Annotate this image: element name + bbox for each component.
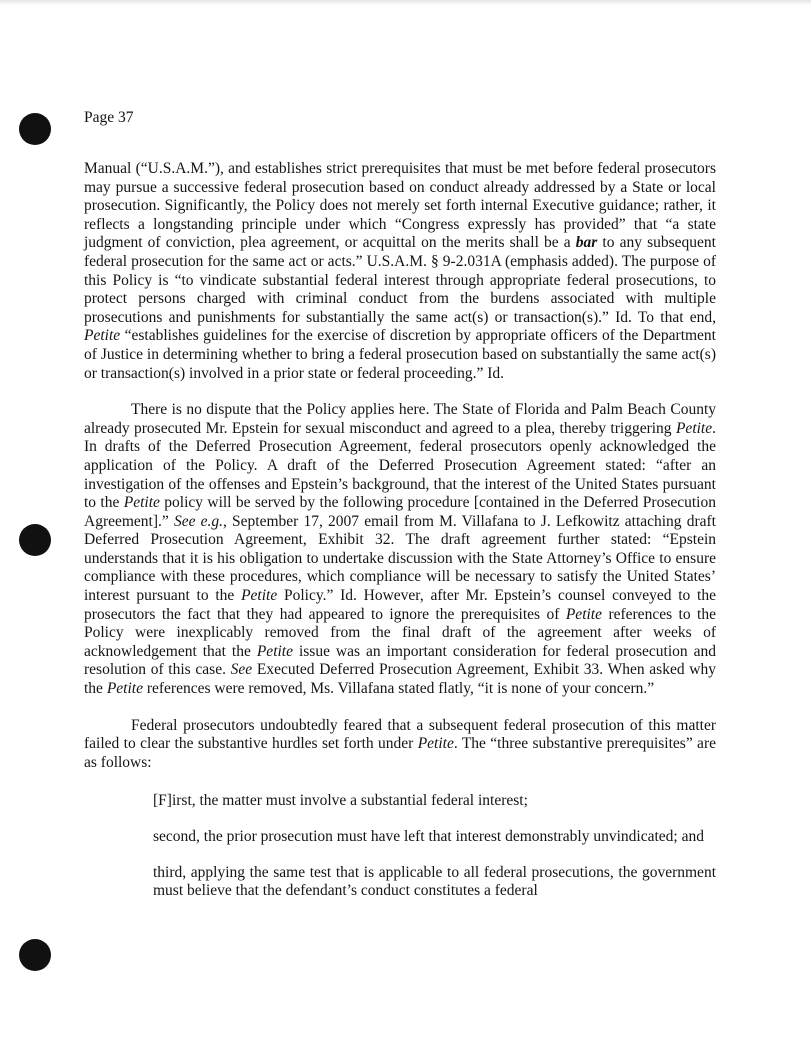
italic-citation-signal: See e.g. <box>173 512 224 530</box>
italic-petite: Petite <box>106 680 143 698</box>
text-run: “establishes guidelines for the exercise of discretion by appropriate officers of the Department of Justice in determining whether to bring a federal prosecution based on substantially the same act(s) or transaction(s) involved in a prior state or federal proceeding.” Id. <box>84 327 716 382</box>
scan-top-edge <box>0 0 811 5</box>
block-quote-third: third, applying the same test that is applicable to all federal prosecutions, the government must believe that the defendant’s conduct constitutes a federal <box>153 863 716 900</box>
binder-hole-top <box>19 113 51 145</box>
text-run: references to the Policy were inexplicably removed from the final draft of the agreement after weeks of acknowledgement that the <box>84 605 716 660</box>
italic-petite: Petite <box>565 605 602 623</box>
italic-petite: Petite <box>417 735 454 753</box>
emphasis-bar: bar <box>575 234 598 252</box>
paragraph-petite-policy <box>84 160 716 383</box>
text-run: references were removed, Ms. Villafana stated flatly, “it is none of your concern.” <box>142 680 655 698</box>
text-run: Executed Deferred Prosecution Agreement, Exhibit 33. When asked why the <box>84 661 716 698</box>
text-run: . In drafts of the Deferred Prosecution Agreement, federal prosecutors openly acknowledged the application of the Policy. A draft of the Deferred Prosecution Agreement stated: “after an investigation of the offenses and Epstein’s background, that the interest of the United States pursuant to the <box>84 419 716 512</box>
italic-citation-signal: See <box>230 661 253 679</box>
italic-petite: Petite <box>123 494 160 512</box>
italic-petite: Petite <box>84 327 121 345</box>
text-run: Manual (“U.S.A.M.”), and establishes strict prerequisites that must be met before federal prosecutors may pursue a successive federal prosecution based on conduct already addressed by a State or local prosecution. Significantly, the Policy does not merely set forth internal Executive guidance; rather, it reflects a longstanding principle under which “Congress expressly has provided” that “a state judgment of conviction, plea agreement, or acquittal on the merits shall be a <box>84 160 716 252</box>
binder-hole-bottom <box>19 939 51 971</box>
text-run: issue was an important consideration for federal prosecution and resolution of this case. <box>84 642 716 679</box>
binder-hole-middle <box>19 524 51 556</box>
italic-petite: Petite <box>675 419 713 437</box>
document-body <box>84 160 716 901</box>
page-number: Page 37 <box>84 109 134 126</box>
block-quote-second: second, the prior prosecution must have left that interest demonstrably unvindicated; and <box>153 828 704 845</box>
paragraph-policy-applies <box>84 401 716 699</box>
text-run: to any subsequent federal prosecution for the same act or acts.” U.S.A.M. § 9-2.031A (emphasis added). The purpose of this Policy is “to vindicate substantial federal interest through appropriate federal prosecutions, to protect persons charged with criminal conduct from the burdens associated with multiple prosecutions and punishments for substantially the same act(s) or transaction(s).” Id. To that end, <box>84 234 716 326</box>
text-run: . The “three substantive prerequisites” are as follows: <box>84 735 716 771</box>
paragraph-prerequisites <box>84 717 716 773</box>
text-run: Policy.” Id. However, after Mr. Epstein’s counsel conveyed to the prosecutors the fact that they had appeared to ignore the prerequisites of <box>84 587 716 623</box>
text-run: There is no dispute that the Policy applies here. The State of Florida and Palm Beach County already prosecuted Mr. Epstein for sexual misconduct and agreed to a plea, thereby triggering <box>84 401 716 437</box>
text-run: , September 17, 2007 email from M. Villafana to J. Lefkowitz attaching draft Deferred Prosecution Agreement, Exhibit 32. The draft agreement further stated: “Epstein understands that it is his obligation to undertake discussion with the State Attorney’s Office to ensure compliance with these procedures, which compliance will be necessary to satisfy the United States’ interest pursuant to the <box>84 512 716 605</box>
italic-petite: Petite <box>241 587 278 605</box>
text-run: Federal prosecutors undoubtedly feared that a subsequent federal prosecution of this matter failed to clear the substantive hurdles set forth under <box>84 716 716 753</box>
text-run: policy will be served by the following procedure [contained in the Deferred Prosecution Agreement].” <box>84 494 716 530</box>
block-quote-first: [F]irst, the matter must involve a substantial federal interest; <box>153 792 528 810</box>
italic-petite: Petite <box>256 642 293 660</box>
